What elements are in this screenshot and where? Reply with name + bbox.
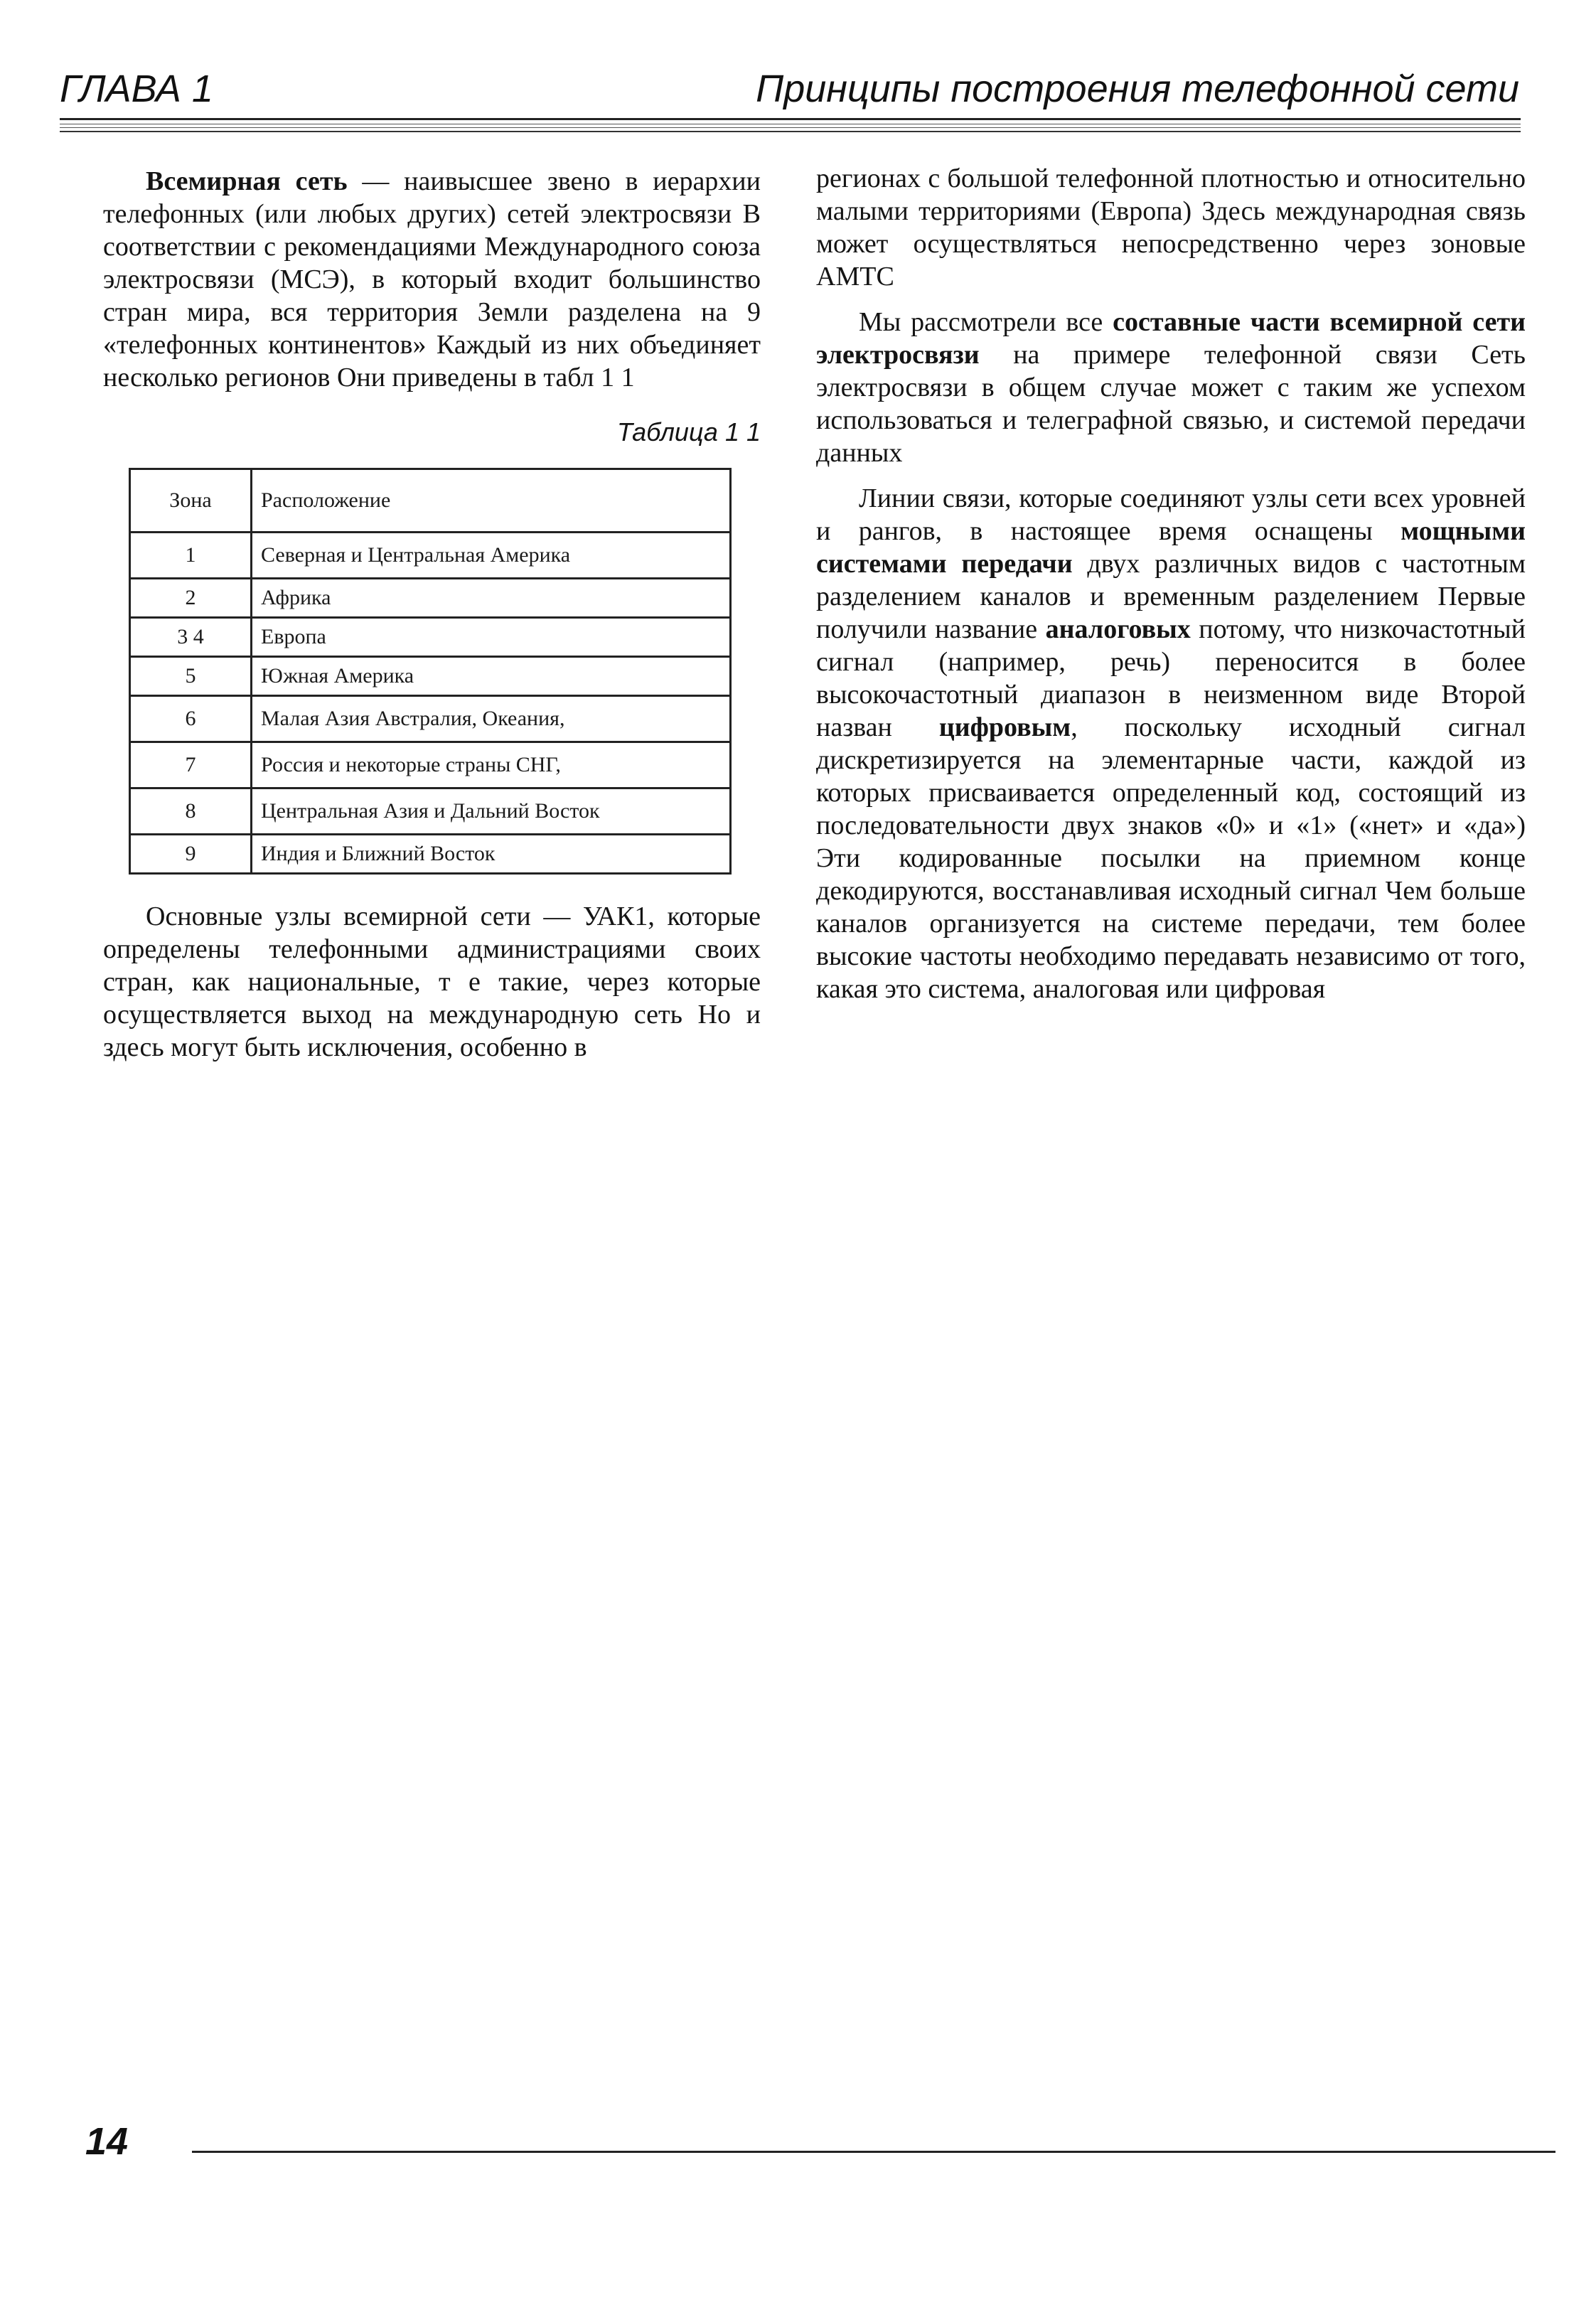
right-column [816, 162, 1526, 1005]
left-column [103, 165, 761, 1064]
table-header-row [130, 469, 731, 533]
paragraph-continuation: регионах с большой телефонной плотностью и относительно малыми территориями (Европа) Здесь международная связь может осуществляться непосредственно через зоновые АМТС [816, 164, 1526, 292]
paragraph-transmission-systems [816, 482, 1526, 1005]
term-world-network: Всемирная сеть [146, 166, 348, 196]
zone-cell: 2 [130, 579, 252, 618]
location-cell: Индия и Ближний Восток [252, 835, 731, 874]
text-run: Мы рассмотрели все [859, 307, 1113, 337]
zone-cell: 1 [130, 533, 252, 579]
paragraph-world-network [103, 165, 761, 394]
location-cell: Малая Азия Австралия, Океания, [252, 696, 731, 742]
table-row [130, 835, 731, 874]
location-cell: Европа [252, 618, 731, 657]
running-title: Принципы построения телефонной сети [756, 68, 1519, 110]
table-row [130, 696, 731, 742]
header-rule-double [60, 124, 1521, 128]
zone-cell: 8 [130, 788, 252, 835]
location-cell: Северная и Центральная Америка [252, 533, 731, 579]
chapter-label: ГЛАВА 1 [60, 68, 213, 110]
table-row [130, 657, 731, 696]
term-analog: аналоговых [1045, 614, 1191, 644]
text-run: на примере телефонной связи Сеть электросвязи в общем случае может с таким же успехом использоваться и телеграфной связью, и системой передачи данных [816, 340, 1526, 468]
text-run: Линии связи, которые соединяют узлы сети всех уровней и рангов, в настоящее время оснащены [816, 483, 1526, 546]
text-run: двух различных видов с частотным разделением каналов и временным разделением Первые получили название [816, 549, 1526, 644]
text-run: потому, что низкочастотный сигнал (например, речь) переносится в более высокочастотный диапазон в неизменном виде Второй назван [816, 614, 1526, 742]
column-header-zone: Зона [130, 469, 252, 533]
footer-rule [192, 2151, 1555, 2153]
table-caption: Таблица 1 1 [616, 417, 761, 447]
table-row [130, 579, 731, 618]
location-cell: Россия и некоторые страны СНГ, [252, 742, 731, 788]
paragraph-text: — наивысшее звено в иерархии телефонных (или любых других) сетей электросвязи В соответствии с рекомендациями Международного союза электросвязи (МСЭ), в который входит большинство стран мира, вся территория Земли разделена на 9 «телефонных континентов» Каждый из них объединяет несколько регионов Они приведены в табл 1 1 [103, 166, 761, 392]
column-header-location: Расположение [252, 469, 731, 533]
term-components: составные части всемирной сети электросвязи [816, 307, 1526, 370]
zone-cell: 6 [130, 696, 252, 742]
table-row [130, 618, 731, 657]
paragraph-components [816, 306, 1526, 469]
location-cell: Центральная Азия и Дальний Восток [252, 788, 731, 835]
paragraph-main-nodes: Основные узлы всемирной сети — УАК1, которые определены телефонными администрациями своих стран, как национальные, т е такие, через которые осуществляется выход на международную сеть Но и здесь могут быть исключения, особенно в [103, 902, 761, 1062]
header-rule [60, 118, 1521, 120]
table-row [130, 742, 731, 788]
table-row [130, 533, 731, 579]
zone-cell: 5 [130, 657, 252, 696]
term-digital: цифровым [938, 712, 1071, 742]
location-cell: Южная Америка [252, 657, 731, 696]
zone-cell: 3 4 [130, 618, 252, 657]
table-row [130, 788, 731, 835]
term-transmission-systems: мощными системами передачи [816, 516, 1526, 579]
header-rule-bottom [60, 131, 1521, 132]
location-cell: Африка [252, 579, 731, 618]
zone-cell: 7 [130, 742, 252, 788]
zones-table [129, 468, 732, 875]
page-number: 14 [85, 2120, 129, 2163]
text-run: , поскольку исходный сигнал дискретизируется на элементарные части, каждой из которых присваивается определенный код, состоящий из последовательности двух знаков «0» и «1» («нет» и «да») Эти кодированные посылки на приемном конце декодируются, восстанавливая исходный сигнал Чем больше каналов организуется на системе передачи, тем более высокие частоты необходимо передавать независимо от того, какая это система, аналоговая или цифровая [816, 712, 1526, 1004]
zone-cell: 9 [130, 835, 252, 874]
